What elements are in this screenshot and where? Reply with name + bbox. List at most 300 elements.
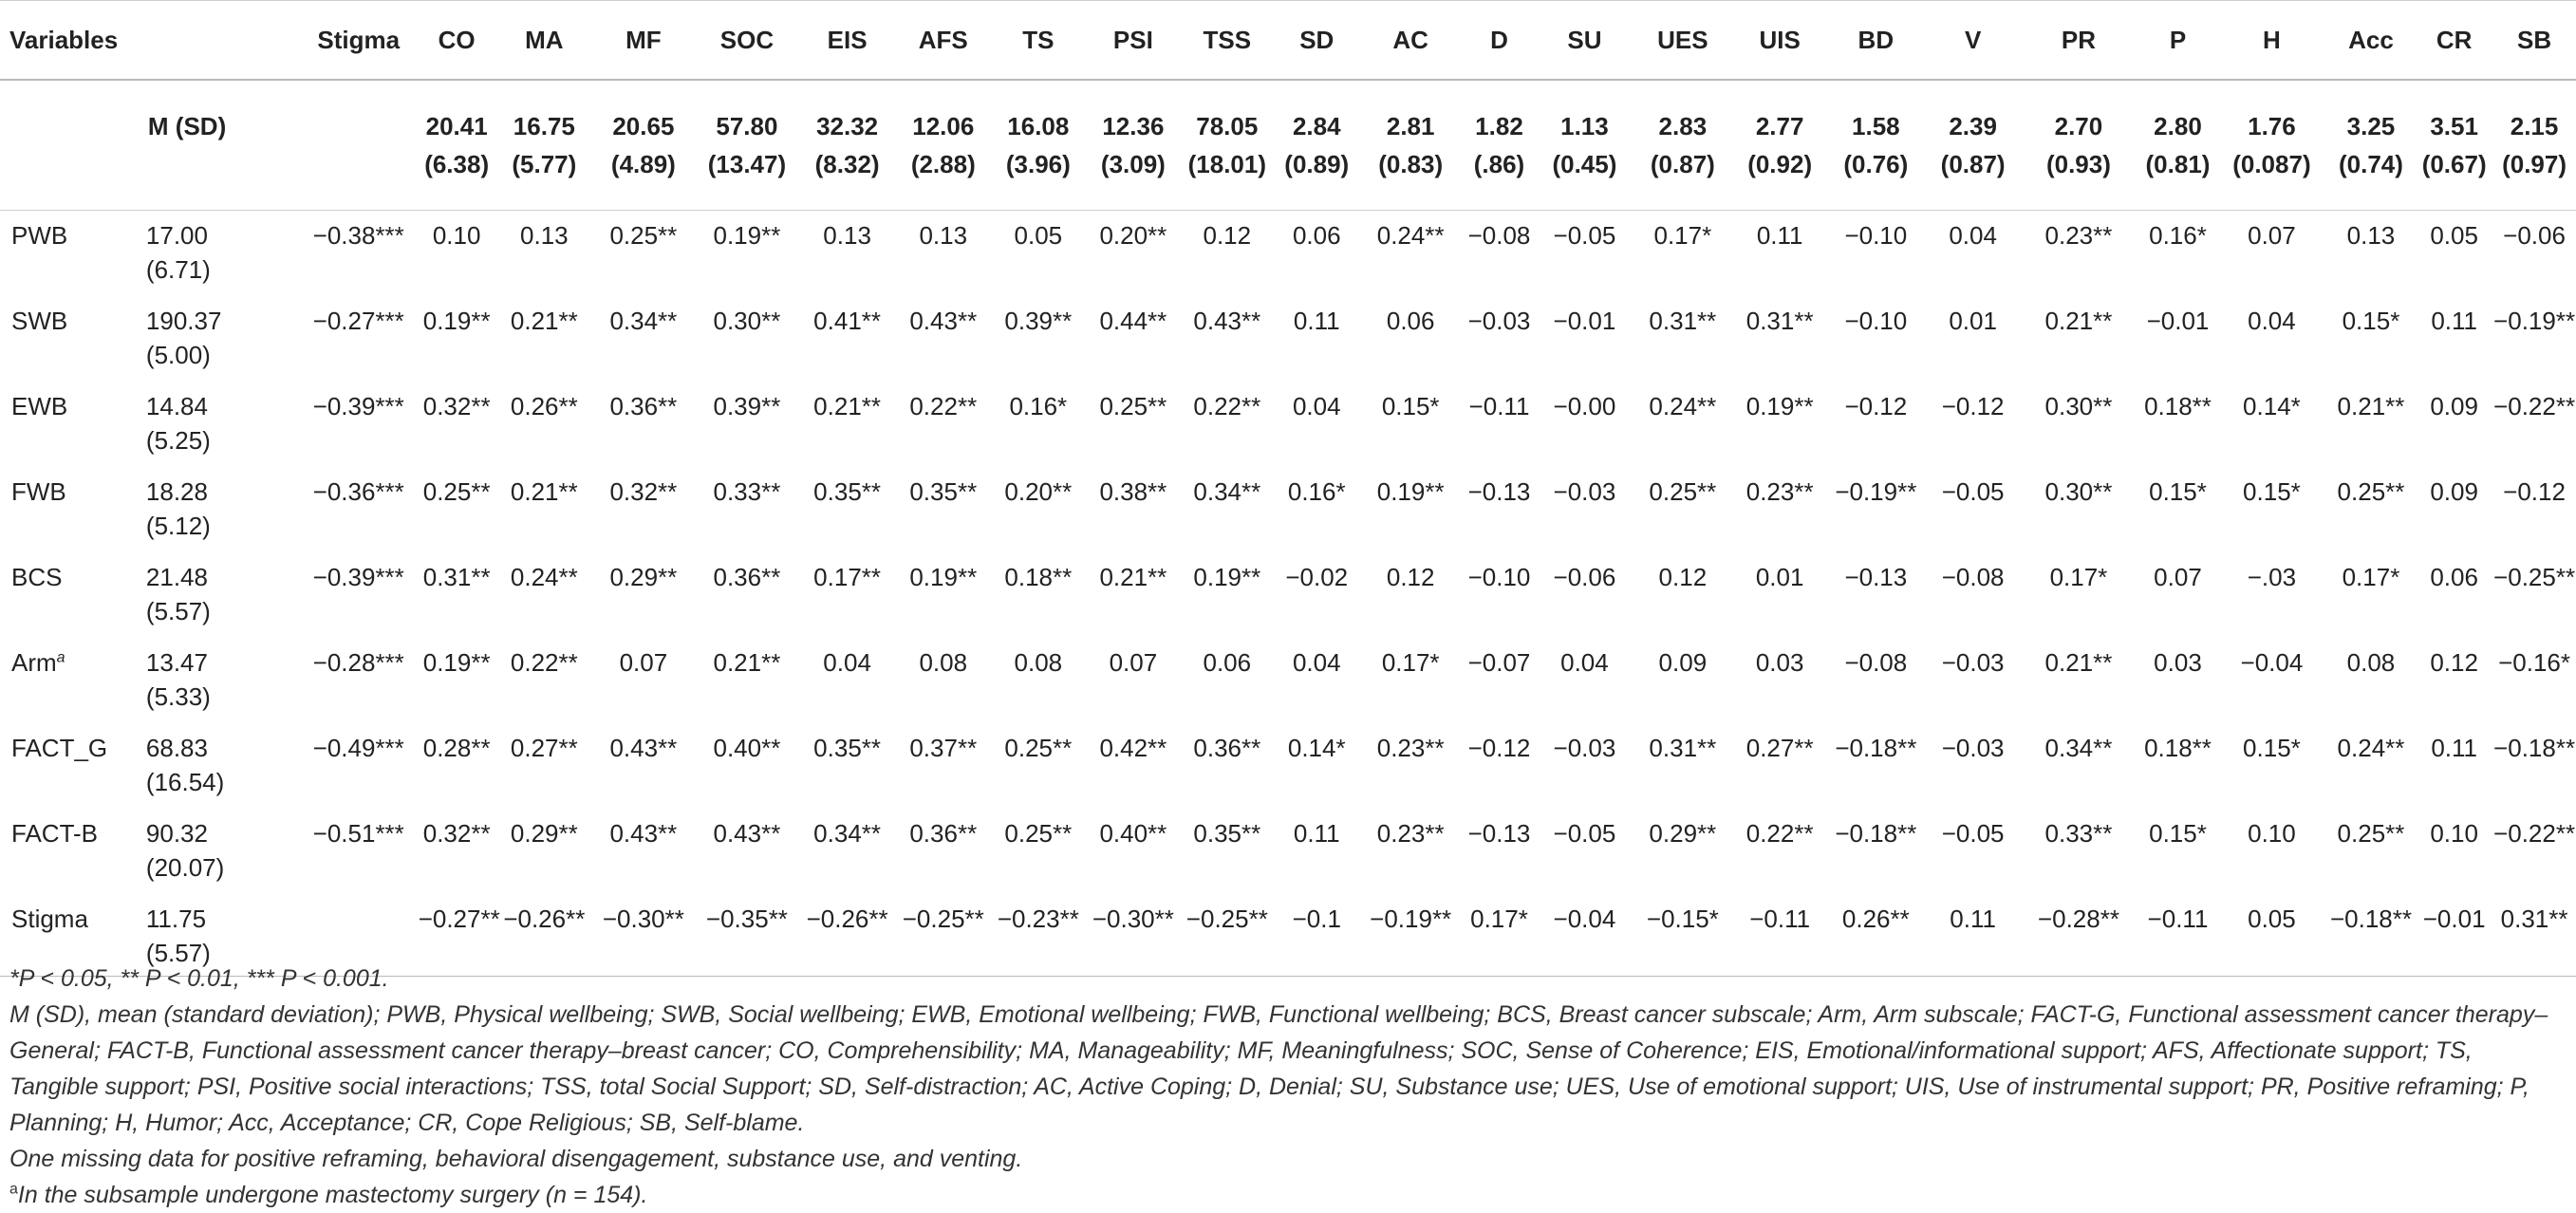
table-cell: −0.12 (2503, 477, 2566, 506)
table-cell: 0.29** (1649, 819, 1717, 848)
table-cell: 0.20** (1004, 477, 1073, 506)
mean-value: 32.32 (816, 112, 879, 140)
table-cell: −0.13 (1467, 819, 1531, 848)
row-label (0, 552, 137, 638)
table-cell: 0.11 (1293, 819, 1340, 848)
msd-label: M (SD) (137, 80, 299, 211)
table-cell: −0.23** (992, 894, 1084, 977)
msd-cell (992, 80, 1084, 211)
table-cell: 0.14* (1287, 734, 1346, 762)
msd-cell (1927, 80, 2019, 211)
table-cell: −0.12 (1941, 392, 2005, 420)
table-cell: −0.03 (1941, 648, 2005, 677)
table-cell: 0.07 (619, 648, 668, 677)
msd-cell (1183, 80, 1272, 211)
table-cell: 0.31** (422, 563, 491, 591)
table-cell: 0.19** (1745, 392, 1814, 420)
msd-cell (2019, 80, 2138, 211)
table-cell: 0.13 (823, 221, 871, 250)
msd-cell (1735, 80, 1824, 211)
table-cell: −0.07 (1467, 648, 1531, 677)
table-cell: 0.04 (1292, 392, 1341, 420)
table-cell: −0.27*** (312, 307, 404, 335)
row-mean: 13.47 (145, 648, 208, 677)
table-cell: 0.25** (1099, 392, 1167, 420)
table-cell: 0.21** (713, 648, 781, 677)
table-cell: 0.21** (2044, 648, 2113, 677)
table-cell: 0.19** (1376, 477, 1445, 506)
mean-value: 1.58 (1852, 112, 1900, 140)
table-cell: 0.23** (1376, 734, 1445, 762)
abbreviations-note: M (SD), mean (standard deviation); PWB, Physical wellbeing; SWB, Social wellbeing; EWB, Emotional wellbeing; FWB, Functional wellbeing; BCS, Breast cancer subscale; Arm, Arm subscale; FACT-G, Functional assessment cancer therapy–General; FACT-B, Functional assessment cancer therapy–breast cancer; CO, Comprehensibility; MA, Manageability; MF, Meaningfulness; SOC, Sense of Coherence; EIS, Emotional/informational support; AFS, Affectionate support; TS, Tangible support; PSI, Positive social interactions; TSS, total Social Support; SD, Self-distraction; AC, Active Coping; D, Denial; SU, Substance use; UES, Use of emotional support; UIS, Use of instrumental support; PR, Positive reframing; P, Planning; H, Humor; Acc, Acceptance; CR, Cope Religious; SB, Self-blame. (9, 1001, 2548, 1136)
table-cell: 0.22** (1193, 392, 1261, 420)
header-h: H (2217, 1, 2326, 81)
table-cell: 0.35** (813, 477, 882, 506)
table-cell: 0.21** (510, 477, 578, 506)
table-cell: −0.03 (1467, 307, 1531, 335)
table-cell: 0.15* (2342, 307, 2400, 335)
row-label-text: PWB (11, 221, 68, 250)
table-row (0, 638, 2576, 723)
msd-cell (495, 80, 593, 211)
table-cell: −0.10 (1467, 563, 1531, 591)
table-cell: −0.01 (2416, 894, 2492, 977)
table-cell: 0.43** (909, 307, 978, 335)
msd-cell (800, 80, 894, 211)
table-cell: −0.01 (2146, 307, 2210, 335)
table-cell: 0.24** (2337, 734, 2405, 762)
table-cell: 0.06 (1386, 307, 1435, 335)
table-header-row (0, 1, 2576, 81)
table-cell: 0.04 (2248, 307, 2296, 335)
header-sd: SD (1272, 1, 1361, 81)
table-cell: −0.11 (1468, 392, 1530, 420)
mean-value: 2.80 (2154, 112, 2202, 140)
mean-value: 1.76 (2248, 112, 2296, 140)
row-mean-sd (137, 467, 299, 552)
table-cell: −0.05 (1553, 819, 1616, 848)
table-row (0, 552, 2576, 638)
mean-value: 2.70 (2054, 112, 2103, 140)
table-cell: 0.06 (2430, 563, 2478, 591)
footnote-marker: a (9, 1181, 18, 1198)
table-cell: −0.08 (1844, 648, 1908, 677)
sd-value: (5.77) (512, 150, 577, 178)
header-eis: EIS (800, 1, 894, 81)
row-mean-sd (137, 382, 299, 467)
table-cell: −0.28** (2019, 894, 2138, 977)
table-cell: 0.28** (422, 734, 491, 762)
mean-sd-row (0, 80, 2576, 211)
table-cell: 0.30** (2044, 477, 2113, 506)
mean-value: 12.06 (912, 112, 975, 140)
sd-value: (0.81) (2145, 150, 2211, 178)
table-cell: −0.38*** (312, 221, 404, 250)
row-label (0, 723, 137, 809)
row-label (0, 382, 137, 467)
table-cell: 0.01 (1949, 307, 1997, 335)
table-cell: 0.04 (823, 648, 871, 677)
table-cell: 0.06 (1203, 648, 1252, 677)
row-mean: 17.00 (145, 221, 208, 250)
table-cell: 0.04 (1949, 221, 1997, 250)
header-co: CO (419, 1, 495, 81)
table-cell: 0.09 (2430, 477, 2478, 506)
table-cell: 0.13 (919, 221, 968, 250)
table-cell: −0.05 (1941, 819, 2005, 848)
header-ts: TS (992, 1, 1084, 81)
table-cell: −0.05 (1941, 477, 2005, 506)
header-ma: MA (495, 1, 593, 81)
table-cell: 0.05 (1014, 221, 1063, 250)
table-cell: 0.27** (510, 734, 578, 762)
sd-value: (2.88) (910, 150, 976, 178)
table-cell: 0.13 (2346, 221, 2396, 250)
row-mean: 11.75 (145, 905, 207, 933)
table-cell: 0.06 (1292, 221, 1341, 250)
msd-empty (0, 80, 137, 211)
row-label-superscript: a (56, 649, 65, 666)
mean-value: 1.82 (1475, 112, 1523, 140)
table-row (0, 296, 2576, 382)
table-cell: −0.18** (2326, 894, 2416, 977)
table-cell: 0.34** (1193, 477, 1261, 506)
table-cell: −0.51*** (312, 819, 404, 848)
table-cell: 0.34** (2044, 734, 2113, 762)
table-cell: 0.30** (713, 307, 781, 335)
table-cell: 0.35** (1193, 819, 1261, 848)
table-cell: 0.43** (609, 734, 678, 762)
mean-value: 2.84 (1292, 112, 1341, 140)
row-mean-sd (137, 809, 299, 894)
table-cell: 0.21** (1099, 563, 1167, 591)
sd-value: (0.87) (1940, 150, 2006, 178)
table-cell: 0.01 (1755, 563, 1804, 591)
table-cell: 0.20** (1099, 221, 1167, 250)
table-cell: −0.22** (2493, 819, 2576, 848)
table-cell: 0.15* (2243, 734, 2301, 762)
table-row (0, 809, 2576, 894)
header-variables: Variables (0, 1, 137, 81)
table-cell: 0.17* (1653, 221, 1712, 250)
table-cell: 0.24** (1376, 221, 1445, 250)
table-cell: 0.29** (510, 819, 578, 848)
sd-value: (6.38) (424, 150, 490, 178)
mean-value: 1.13 (1560, 112, 1609, 140)
table-cell: 0.22** (510, 648, 578, 677)
table-cell: 0.23** (2044, 221, 2113, 250)
table-cell: −0.03 (1941, 734, 2005, 762)
sd-value: (0.74) (2339, 150, 2403, 178)
row-label-text: Arm (11, 648, 57, 677)
table-cell: 0.24** (510, 563, 578, 591)
table-cell: −0.08 (1941, 563, 2005, 591)
table-cell: 0.09 (1658, 648, 1708, 677)
table-cell: −0.22** (2493, 392, 2576, 420)
table-cell: 0.43** (713, 819, 781, 848)
header-pr: PR (2019, 1, 2138, 81)
table-cell: 0.04 (1292, 648, 1341, 677)
table-cell: 0.44** (1099, 307, 1167, 335)
table-cell: −0.03 (1553, 734, 1616, 762)
table-cell: 0.10 (2430, 819, 2478, 848)
mean-value: 16.08 (1007, 112, 1070, 140)
table-cell: −0.10 (1844, 307, 1908, 335)
table-cell: 0.16* (1287, 477, 1346, 506)
table-cell: 0.40** (713, 734, 781, 762)
table-cell: 0.11 (2431, 307, 2477, 335)
table-cell: −0.05 (1553, 221, 1616, 250)
table-cell: 0.34** (609, 307, 678, 335)
mean-value: 12.36 (1102, 112, 1165, 140)
row-label (0, 211, 137, 297)
row-mean: 21.48 (145, 563, 208, 591)
mean-value: 20.41 (425, 112, 488, 140)
row-label-text: SWB (11, 307, 68, 335)
table-cell: −0.26** (800, 894, 894, 977)
table-cell: −0.06 (2503, 221, 2566, 250)
table-cell: −0.30** (593, 894, 694, 977)
msd-stigma-empty (299, 80, 419, 211)
row-label-text: Stigma (11, 905, 88, 933)
sd-value: (0.97) (2502, 150, 2567, 178)
table-cell: 0.21** (813, 392, 882, 420)
msd-cell (419, 80, 495, 211)
table-cell: 0.13 (520, 221, 569, 250)
msd-cell (894, 80, 992, 211)
msd-cell (2492, 80, 2576, 211)
table-cell: 0.12 (2430, 648, 2478, 677)
header-ac: AC (1361, 1, 1459, 81)
mean-value: 78.05 (1196, 112, 1259, 140)
table-cell: 0.23** (1745, 477, 1814, 506)
table-cell: 0.43** (609, 819, 678, 848)
row-label-text: FACT-B (11, 819, 99, 848)
table-cell: 0.04 (1560, 648, 1609, 677)
table-cell: 0.17* (2049, 563, 2108, 591)
table-cell: 0.08 (919, 648, 968, 677)
table-cell: 0.23** (1376, 819, 1445, 848)
table-cell: −0.35** (694, 894, 800, 977)
table-cell: 0.25** (1004, 734, 1073, 762)
table-cell: 0.36** (609, 392, 678, 420)
table-cell: 0.17** (813, 563, 882, 591)
table-cell: 0.31** (1649, 734, 1717, 762)
table-cell: −0.18** (2493, 734, 2576, 762)
table-cell: 0.25** (422, 477, 491, 506)
table-cell: −0.18** (1835, 819, 1917, 848)
table-cell: −0.11 (1735, 894, 1824, 977)
header-psi: PSI (1084, 1, 1182, 81)
msd-cell (1631, 80, 1735, 211)
table-cell: 0.18** (2144, 392, 2212, 420)
sd-value: (.86) (1473, 150, 1525, 178)
table-cell: 0.10 (432, 221, 481, 250)
table-cell: 0.10 (2248, 819, 2296, 848)
row-sd: (5.25) (145, 426, 211, 455)
table-cell: −0.49*** (312, 734, 404, 762)
table-cell: 0.33** (2044, 819, 2113, 848)
header-acc: Acc (2326, 1, 2416, 81)
table-cell: 0.38** (1099, 477, 1167, 506)
row-mean: 68.83 (145, 734, 208, 762)
table-cell: 0.12 (1658, 563, 1708, 591)
row-mean: 190.37 (145, 307, 222, 335)
table-cell: −0.15* (1631, 894, 1735, 977)
sd-value: (8.32) (814, 150, 880, 178)
table-cell: 0.35** (909, 477, 978, 506)
row-label-text: BCS (11, 563, 63, 591)
table-cell: 0.32** (609, 477, 678, 506)
table-cell: 0.26** (1824, 894, 1927, 977)
table-cell: −0.28*** (312, 648, 404, 677)
table-cell: −0.36*** (312, 477, 404, 506)
table-cell: 0.42** (1099, 734, 1167, 762)
table-cell: 0.32** (422, 819, 491, 848)
table-cell: 0.15* (1381, 392, 1440, 420)
table-row (0, 382, 2576, 467)
row-sd: (5.00) (145, 341, 211, 369)
msd-cell (2138, 80, 2217, 211)
table-cell: 0.16* (2149, 221, 2207, 250)
mean-value: 2.81 (1386, 112, 1435, 140)
table-cell: 0.31** (1649, 307, 1717, 335)
header-stigma: Stigma (299, 1, 419, 81)
msd-cell (1460, 80, 1539, 211)
row-label (0, 638, 137, 723)
table-cell: 0.05 (2217, 894, 2326, 977)
table-cell: 0.03 (2154, 648, 2202, 677)
table-cell: 0.25** (2337, 477, 2405, 506)
table-cell: 0.25** (1004, 819, 1073, 848)
table-cell: −0.12 (1844, 392, 1908, 420)
header-d: D (1460, 1, 1539, 81)
row-label-text: FWB (11, 477, 66, 506)
table-cell: −0.03 (1553, 477, 1616, 506)
sd-value: (3.09) (1100, 150, 1166, 178)
msd-cell (593, 80, 694, 211)
header-bd: BD (1824, 1, 1927, 81)
table-cell: −0.25** (1183, 894, 1272, 977)
header-v: V (1927, 1, 2019, 81)
table-cell: −0.19** (1361, 894, 1459, 977)
footnote (9, 1177, 2567, 1213)
table-cell: −0.18** (1835, 734, 1917, 762)
header-afs: AFS (894, 1, 992, 81)
significance-note: *P < 0.05, ** P < 0.01, *** P < 0.001. (9, 965, 389, 992)
table-cell: −0.08 (1467, 221, 1531, 250)
missing-data-note: One missing data for positive reframing, behavioral disengagement, substance use, and venting. (9, 1146, 1023, 1172)
table-cell: 0.16* (1009, 392, 1068, 420)
sd-value: (0.89) (1284, 150, 1350, 178)
table-cell: −0.01 (1553, 307, 1616, 335)
table-cell: 0.08 (2346, 648, 2396, 677)
table-cell: 0.31** (2492, 894, 2576, 977)
table-cell: 0.22** (909, 392, 978, 420)
table-cell: 0.34** (813, 819, 882, 848)
table-cell: 0.37** (909, 734, 978, 762)
sd-value: (18.01) (1187, 150, 1266, 178)
header-mf: MF (593, 1, 694, 81)
table-cell: −.03 (2247, 563, 2297, 591)
msd-cell (1539, 80, 1631, 211)
table-cell: 0.26** (510, 392, 578, 420)
header-uis: UIS (1735, 1, 1824, 81)
table-cell: 0.03 (1755, 648, 1804, 677)
table-cell: 0.35** (813, 734, 882, 762)
table-cell: 0.36** (713, 563, 781, 591)
table-cell: −0.19** (1835, 477, 1917, 506)
row-sd: (5.12) (145, 512, 211, 540)
table-cell: 0.19** (909, 563, 978, 591)
table-cell: 0.29** (609, 563, 678, 591)
row-label-text: EWB (11, 392, 68, 420)
table-cell: 0.07 (2248, 221, 2296, 250)
sd-value: (13.47) (707, 150, 787, 178)
table-cell: 0.21** (510, 307, 578, 335)
header-soc: SOC (694, 1, 800, 81)
table-cell: 0.25** (2337, 819, 2405, 848)
table-cell: 0.36** (1193, 734, 1261, 762)
table-cell: 0.39** (1004, 307, 1073, 335)
table-cell: −0.25** (894, 894, 992, 977)
sd-value: (4.89) (610, 150, 676, 178)
table-cell: 0.11 (1756, 221, 1803, 250)
msd-cell (1361, 80, 1459, 211)
table-cell: 0.41** (813, 307, 882, 335)
table-cell: −0.26** (495, 894, 593, 977)
table-cell: −0.04 (2240, 648, 2304, 677)
header-msd (137, 1, 299, 81)
table-cell: −0.16* (2498, 648, 2571, 677)
mean-value: 20.65 (612, 112, 675, 140)
table-cell: 0.19** (1193, 563, 1261, 591)
table-cell: 0.33** (713, 477, 781, 506)
header-tss: TSS (1183, 1, 1272, 81)
sd-value: (0.087) (2232, 150, 2311, 178)
table-cell: 0.12 (1203, 221, 1252, 250)
table-cell: 0.25** (1649, 477, 1717, 506)
table-cell: −0.04 (1539, 894, 1631, 977)
table-cell: −0.13 (1467, 477, 1531, 506)
row-sd: (5.33) (145, 682, 211, 711)
msd-cell (2416, 80, 2492, 211)
table-cell: −0.12 (1467, 734, 1531, 762)
table-cell: −0.27** (419, 894, 495, 977)
row-sd: (6.71) (145, 255, 211, 284)
table-cell: 0.07 (2154, 563, 2202, 591)
table-cell: 0.17* (1381, 648, 1440, 677)
table-cell: 0.18** (1004, 563, 1073, 591)
header-p: P (2138, 1, 2217, 81)
sd-value: (0.67) (2421, 150, 2487, 178)
sd-value: (0.45) (1552, 150, 1617, 178)
table-cell: 0.30** (2044, 392, 2113, 420)
row-mean: 14.84 (145, 392, 208, 420)
table-cell: 0.15* (2149, 477, 2207, 506)
table-cell: 0.11 (2431, 734, 2477, 762)
msd-cell (1272, 80, 1361, 211)
row-label-text: FACT_G (11, 734, 108, 762)
row-mean: 90.32 (145, 819, 208, 848)
msd-cell (2326, 80, 2416, 211)
mean-value: 2.77 (1755, 112, 1804, 140)
table-cell: −0.39*** (312, 563, 404, 591)
table-cell: 0.12 (1386, 563, 1435, 591)
row-mean-sd (137, 296, 299, 382)
table-cell: 0.07 (1109, 648, 1158, 677)
table-cell: 0.18** (2144, 734, 2212, 762)
